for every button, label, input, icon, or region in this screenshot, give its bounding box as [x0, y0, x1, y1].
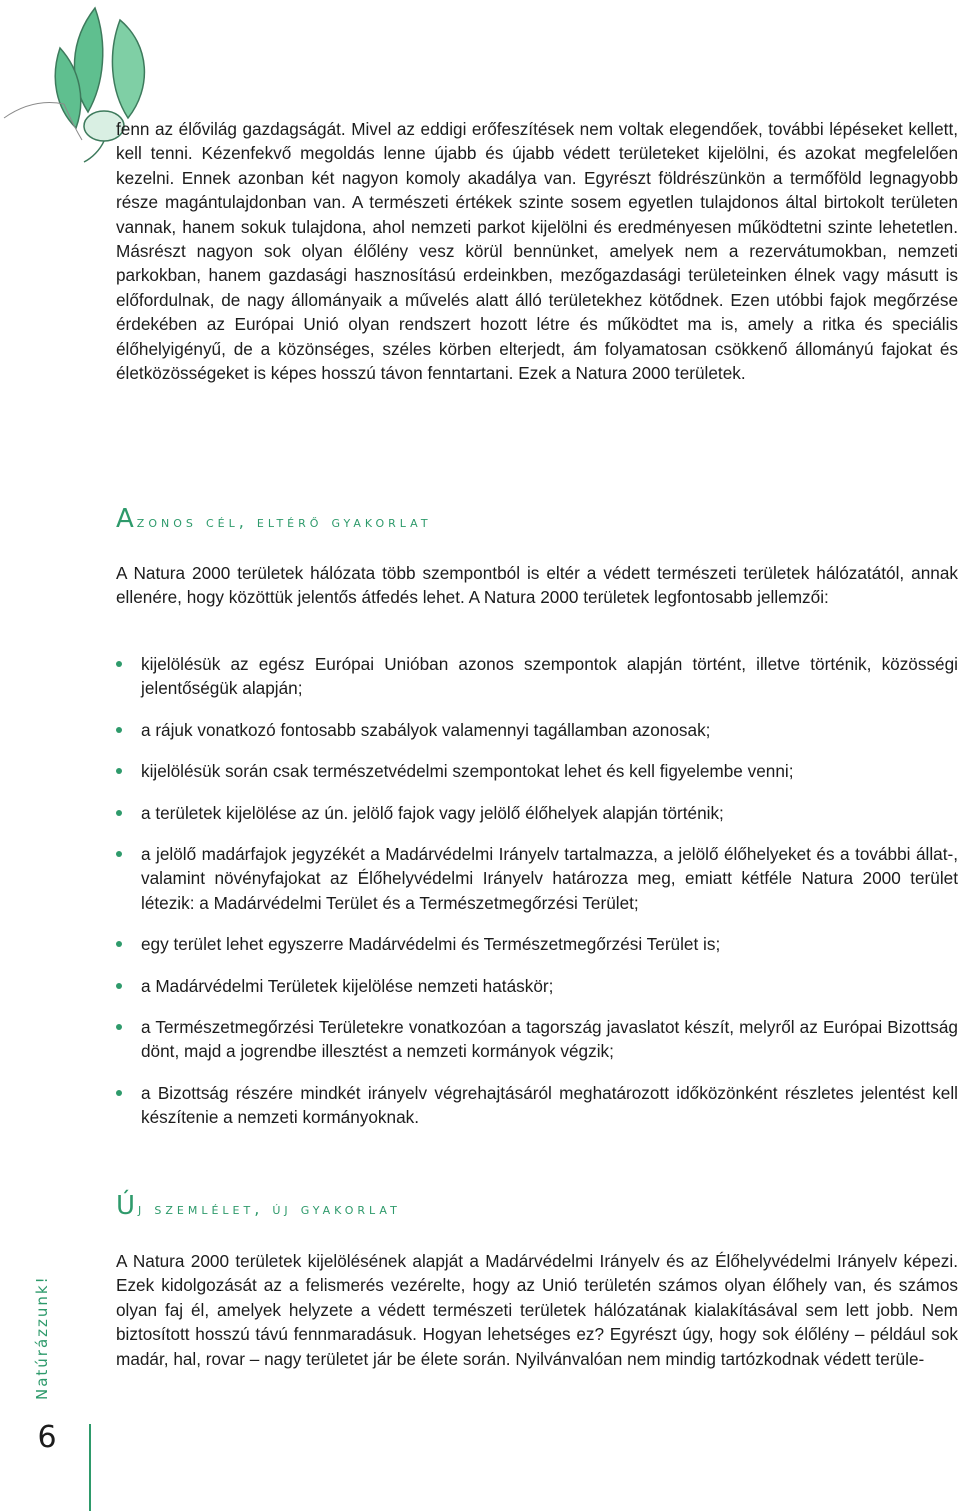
heading-text: zonos cél, eltérő gyakorlat — [136, 512, 432, 531]
list-item-text: a rájuk vonatkozó fontosabb szabályok valamennyi tagállamban azonosak; — [141, 719, 711, 740]
heading-initial: A — [116, 504, 137, 534]
bullet-icon — [116, 941, 122, 947]
list-item-text: kijelölésük az egész Európai Unióban azonos szempontok alapján történt, illetve történik, közösségi jelentőségük alapján; — [141, 654, 958, 699]
list-item-text: a jelölő madárfajok jegyzékét a Madárvédelmi Irányelv tartalmazza, a jelölő élőhelyeket és a további állat-, valamint növényfajokat az Élőhelyvédelmi Irányelv határozza meg, emiatt kétféle Natura 2000 terület létezik: a Madárvédelmi Terület és a Természetmegőrzési Terület; — [141, 844, 958, 913]
list-item — [116, 1081, 958, 1130]
list-item-text: a Természetmegőrzési Területekre vonatkozóan a tagország javaslatot készít, melyről az Európai Bizottság dönt, majd a jogrendbe illesztést a nemzeti kormányok végzik; — [141, 1017, 958, 1062]
list-item — [116, 759, 958, 783]
list-item-text: a Madárvédelmi Területek kijelölése nemzeti hatáskör; — [141, 975, 554, 996]
list-item-text: a Bizottság részére mindkét irányelv végrehajtásáról meghatározott időközönként részletes jelentést kell készítenie a nemzeti kormányoknak. — [141, 1082, 958, 1128]
list-item — [116, 718, 958, 742]
list-item — [116, 652, 958, 701]
series-side-label: Natúrázzunk! — [33, 1275, 51, 1400]
list-item — [116, 974, 958, 998]
list-item-text: a területek kijelölése az ún. jelölő fajok vagy jelölő élőhelyek alapján történik; — [141, 802, 724, 823]
list-item — [116, 842, 958, 915]
bullet-icon — [116, 810, 122, 816]
heading-initial: Ú — [116, 1191, 139, 1221]
list-item-text: egy terület lehet egyszerre Madárvédelmi és Természetmegőrzési Terület is; — [141, 934, 721, 955]
bullet-icon — [116, 1024, 122, 1030]
section1-paragraph: A Natura 2000 területek hálózata több szempontból is eltér a védett természeti területek hálózatától, annak ellenére, hogy közöttük jelentős átfedés lehet. A Natura 2000 területek legfontosabb jellemzői: — [116, 563, 958, 608]
bullet-icon — [116, 983, 122, 989]
bullet-icon — [116, 661, 122, 667]
list-item — [116, 932, 958, 956]
natura-features-list — [116, 652, 958, 1147]
bullet-icon — [116, 727, 122, 733]
bullet-icon — [116, 1090, 122, 1096]
bullet-icon — [116, 768, 122, 774]
heading-text: j szemlélet, új gyakorlat — [138, 1199, 401, 1218]
section-heading-uj-szemlelet — [116, 1191, 401, 1221]
footer-divider — [89, 1424, 91, 1511]
section-heading-azonos-cel — [116, 504, 432, 534]
list-item — [116, 1015, 958, 1064]
page-number: 6 — [37, 1420, 57, 1455]
section2-paragraph: A Natura 2000 területek kijelölésének alapját a Madárvédelmi Irányelv és az Élőhelyvédelmi Irányelv képezi. Ezek kidolgozását az a felismerés vezérelte, hogy az Unió területén számos olyan élőhely van, és számos olyan faj él, amelyek helyzete a védett természeti területek hálózatának kialakításával sem lett jobb. Nem biztosított hosszú távú fennmaradásuk. Hogyan lehetséges ez? Egyrészt úgy, hogy sok élőlény – például sok madár, hal, rovar – nagy területet jár be élete során. Nyilvánvalóan nem mindig tartózkodnak védett terüle- — [116, 1251, 958, 1369]
intro-paragraph: fenn az élővilág gazdagságát. Mivel az eddigi erőfeszítések nem voltak elegendőek, további lépéseket kellett, kell tenni. Kézenfekvő megoldás lenne újabb és újabb védett területeket kijelölni, és azokat megfelelően kezelni. Ennek azonban két nagyon komoly akadálya van. Egyrészt földrészünkön a termőföld legnagyobb része magántulajdonban van. A természeti értékek szinte sosem egyetlen tulajdonos által birtokolt területen vannak, hanem sokuk tulajdona, ahol nemzeti parkot kijelölni és eredményesen működtetni szinte lehetetlen. Másrészt nagyon sok olyan élőlény vesz körül bennünket, amelyek nem a rezervátumokban, nemzeti parkokban, hanem gazdasági hasznosítású erdeinkben, mezőgazdasági területeinken élnek vagy másutt is előfordulnak, de nagy állományaik a művelés alatt álló területekhez kötődnek. Ezen utóbbi fajok megőrzése érdekében az Európai Unió olyan rendszert hozott létre és működtet ma is, amely a ritka és speciális élőhelyigényű, de a közönséges, széles körben elterjedt, ám folyamatosan csökkenő állományú fajokat és életközösségeket is képes hosszú távon fenntartani. Ezek a Natura 2000 területek. — [116, 119, 958, 384]
list-item — [116, 801, 958, 825]
list-item-text: kijelölésük során csak természetvédelmi szempontokat lehet és kell figyelembe venni; — [141, 761, 794, 782]
bullet-icon — [116, 851, 122, 857]
